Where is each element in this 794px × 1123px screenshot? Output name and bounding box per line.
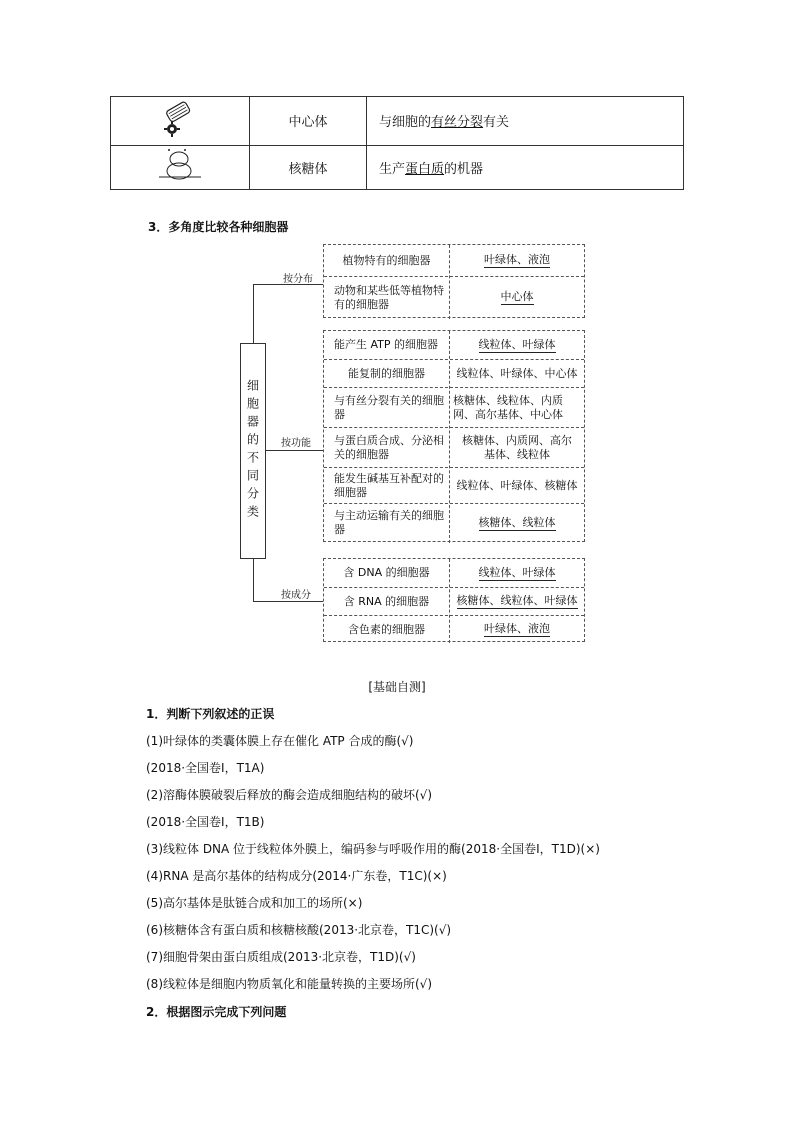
group-box-distribution — [323, 244, 585, 318]
organelle-desc — [367, 97, 684, 146]
icon-cell — [111, 97, 250, 146]
connector — [253, 559, 254, 601]
question-title: 1．判断下列叙述的正误 — [146, 707, 275, 721]
row-question: 能复制的细胞器 — [348, 366, 425, 380]
row-answer: 核糖体、线粒体、内质网、高尔基体、中心体 — [453, 393, 563, 421]
statement-line: (7)细胞骨架由蛋白质组成(2013·北京卷，T1D)(√) — [146, 950, 416, 964]
row-answer: 核糖体、内质网、高尔基体、线粒体 — [462, 433, 572, 461]
statement-line: (3)线粒体 DNA 位于线粒体外膜上，编码参与呼吸作用的酶(2018·全国卷Ⅰ，T1D)(×) — [146, 842, 600, 856]
row-answer: 核糖体、线粒体、叶绿体 — [456, 594, 578, 607]
row-question: 能产生 ATP 的细胞器 — [334, 338, 439, 351]
statement-source: (2018·全国卷Ⅰ，T1A) — [146, 761, 265, 775]
group-label: 按分布 — [283, 274, 313, 285]
row-answer: 中心体 — [500, 290, 534, 303]
row-answer: 核糖体、线粒体 — [478, 515, 556, 529]
root-label-box — [240, 343, 266, 559]
row-answer: 线粒体、叶绿体、中心体 — [456, 366, 578, 380]
organelle-table — [110, 96, 684, 190]
group-box-function — [323, 330, 585, 542]
desc-underline: 蛋白质 — [405, 161, 445, 177]
root-label: 细胞器的不同分类 — [245, 379, 260, 523]
connector — [253, 284, 254, 343]
row-answer: 叶绿体、液泡 — [484, 622, 550, 635]
row-answer: 线粒体、叶绿体 — [478, 337, 556, 351]
connector — [253, 601, 323, 602]
row-question: 动物和某些低等植物特有的细胞器 — [334, 283, 444, 311]
statement-line: (8)线粒体是细胞内物质氧化和能量转换的主要场所(√) — [146, 977, 433, 991]
statement-line: (4)RNA 是高尔基体的结构成分(2014·广东卷，T1C)(×) — [146, 869, 447, 883]
section-heading: [基础自测] — [368, 680, 426, 694]
desc-text: 生产 — [379, 161, 406, 177]
row-answer: 线粒体、叶绿体、核糖体 — [456, 478, 578, 492]
table-row — [111, 145, 684, 189]
statement-line: (5)高尔基体是肽链合成和加工的场所(×) — [146, 896, 363, 910]
statement-line: (2)溶酶体膜破裂后释放的酶会造成细胞结构的破坏(√) — [146, 788, 433, 802]
table-row — [111, 97, 684, 146]
row-question: 与蛋白质合成、分泌相关的细胞器 — [334, 433, 444, 461]
ribosome-icon — [155, 147, 205, 183]
icon-cell — [111, 145, 250, 189]
organelle-name: 中心体 — [250, 97, 367, 146]
row-question: 能发生碱基互补配对的细胞器 — [334, 471, 444, 499]
desc-text: 的机器 — [444, 161, 484, 177]
desc-text: 与细胞的 — [379, 115, 432, 131]
centriole-icon — [160, 99, 200, 139]
statement-line: (6)核糖体含有蛋白质和核糖核酸(2013·北京卷，T1C)(√) — [146, 923, 452, 937]
group-label: 按成分 — [281, 590, 311, 601]
statement-source: (2018·全国卷Ⅰ，T1B) — [146, 815, 265, 829]
row-question: 含色素的细胞器 — [348, 622, 425, 636]
section-title: 3．多角度比较各种细胞器 — [148, 220, 289, 234]
desc-underline: 有丝分裂 — [431, 115, 484, 131]
question-title: 2．根据图示完成下列问题 — [146, 1005, 287, 1019]
statement-line: (1)叶绿体的类囊体膜上存在催化 ATP 合成的酶(√) — [146, 734, 414, 748]
organelle-desc — [367, 145, 684, 189]
group-label: 按功能 — [281, 438, 311, 449]
connector — [266, 450, 323, 451]
row-answer: 叶绿体、液泡 — [484, 253, 550, 266]
row-question: 植物特有的细胞器 — [342, 253, 431, 267]
group-box-composition — [323, 558, 585, 642]
row-question: 含 DNA 的细胞器 — [343, 566, 430, 579]
desc-text: 有关 — [483, 115, 510, 131]
row-question: 与主动运输有关的细胞器 — [334, 509, 444, 536]
row-answer: 线粒体、叶绿体 — [478, 565, 556, 579]
row-question: 与有丝分裂有关的细胞器 — [334, 393, 444, 421]
organelle-name: 核糖体 — [250, 145, 367, 189]
row-question: 含 RNA 的细胞器 — [343, 594, 430, 608]
